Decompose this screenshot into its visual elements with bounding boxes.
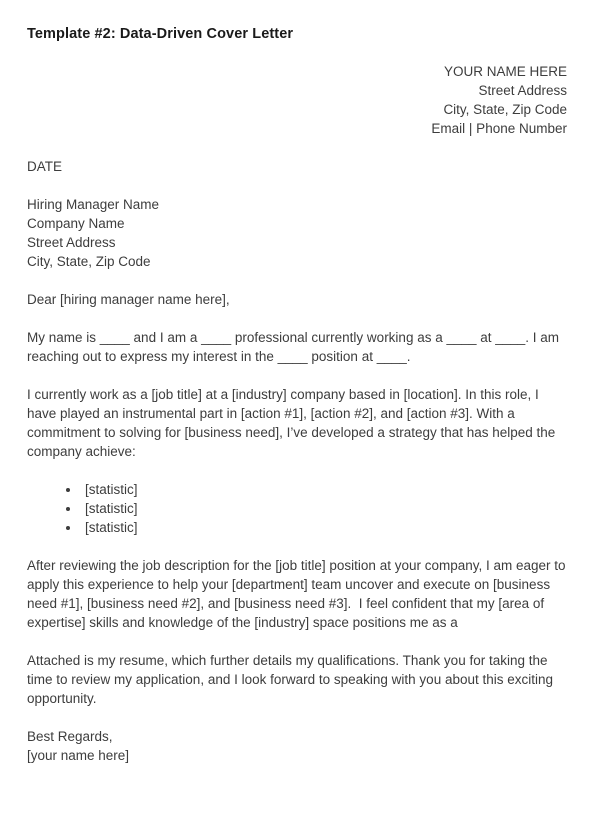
statistic-list-item: • [statistic] bbox=[81, 518, 567, 537]
recipient-block bbox=[27, 195, 567, 271]
recipient-city-state-zip: City, State, Zip Code bbox=[27, 254, 151, 269]
recipient-hiring-manager-name: Hiring Manager Name bbox=[27, 197, 160, 212]
page-title: Template #2: Data-Driven Cover Letter bbox=[27, 26, 294, 42]
statistics-list bbox=[27, 480, 567, 537]
closing-block bbox=[27, 727, 567, 765]
statistic-list-item: • [statistic] bbox=[81, 499, 567, 518]
closing-salutation: Best Regards, bbox=[27, 729, 113, 744]
recipient-street-address: Street Address bbox=[27, 235, 116, 250]
paragraph-resume-note: Attached is my resume, which further details my qualifications. Thank you for taking the time to review my application, and I look forward to speaking with you about this exciting opportunity. bbox=[27, 653, 557, 706]
paragraph-current-role: I currently work as a [job title] at a [industry] company based in [location]. In this role, I have played an instrumental part in [action #1], [action #2], and [action #3]. With a commitment to solving for [business need], I’ve developed a strategy that has helped the company achieve: bbox=[27, 387, 560, 459]
salutation: Dear [hiring manager name here], bbox=[27, 292, 230, 307]
sender-street-address: Street Address bbox=[478, 83, 567, 98]
recipient-company-name: Company Name bbox=[27, 216, 125, 231]
sender-city-state-zip: City, State, Zip Code bbox=[443, 102, 567, 117]
statistic-list-item: • [statistic] bbox=[81, 480, 567, 499]
paragraph-intro: My name is ____ and I am a ____ professional currently working as a ____ at ____. I am reaching out to express my interest in the ____ position at ____. bbox=[27, 330, 563, 364]
sender-block bbox=[27, 62, 567, 138]
sender-name-placeholder: YOUR NAME HERE bbox=[443, 64, 567, 79]
paragraph-job-fit: After reviewing the job description for the [job title] position at your company, I am eager to apply this experience to help your [department] team uncover and execute on [business need #1], [business need #2], and [business need #3]. I feel confident that my [area of expertise] skills and knowledge of the [industry] space positions me as a bbox=[27, 558, 570, 630]
date-placeholder: DATE bbox=[27, 159, 63, 174]
sender-email-phone: Email | Phone Number bbox=[431, 121, 567, 136]
signature-placeholder: [your name here] bbox=[27, 748, 130, 763]
